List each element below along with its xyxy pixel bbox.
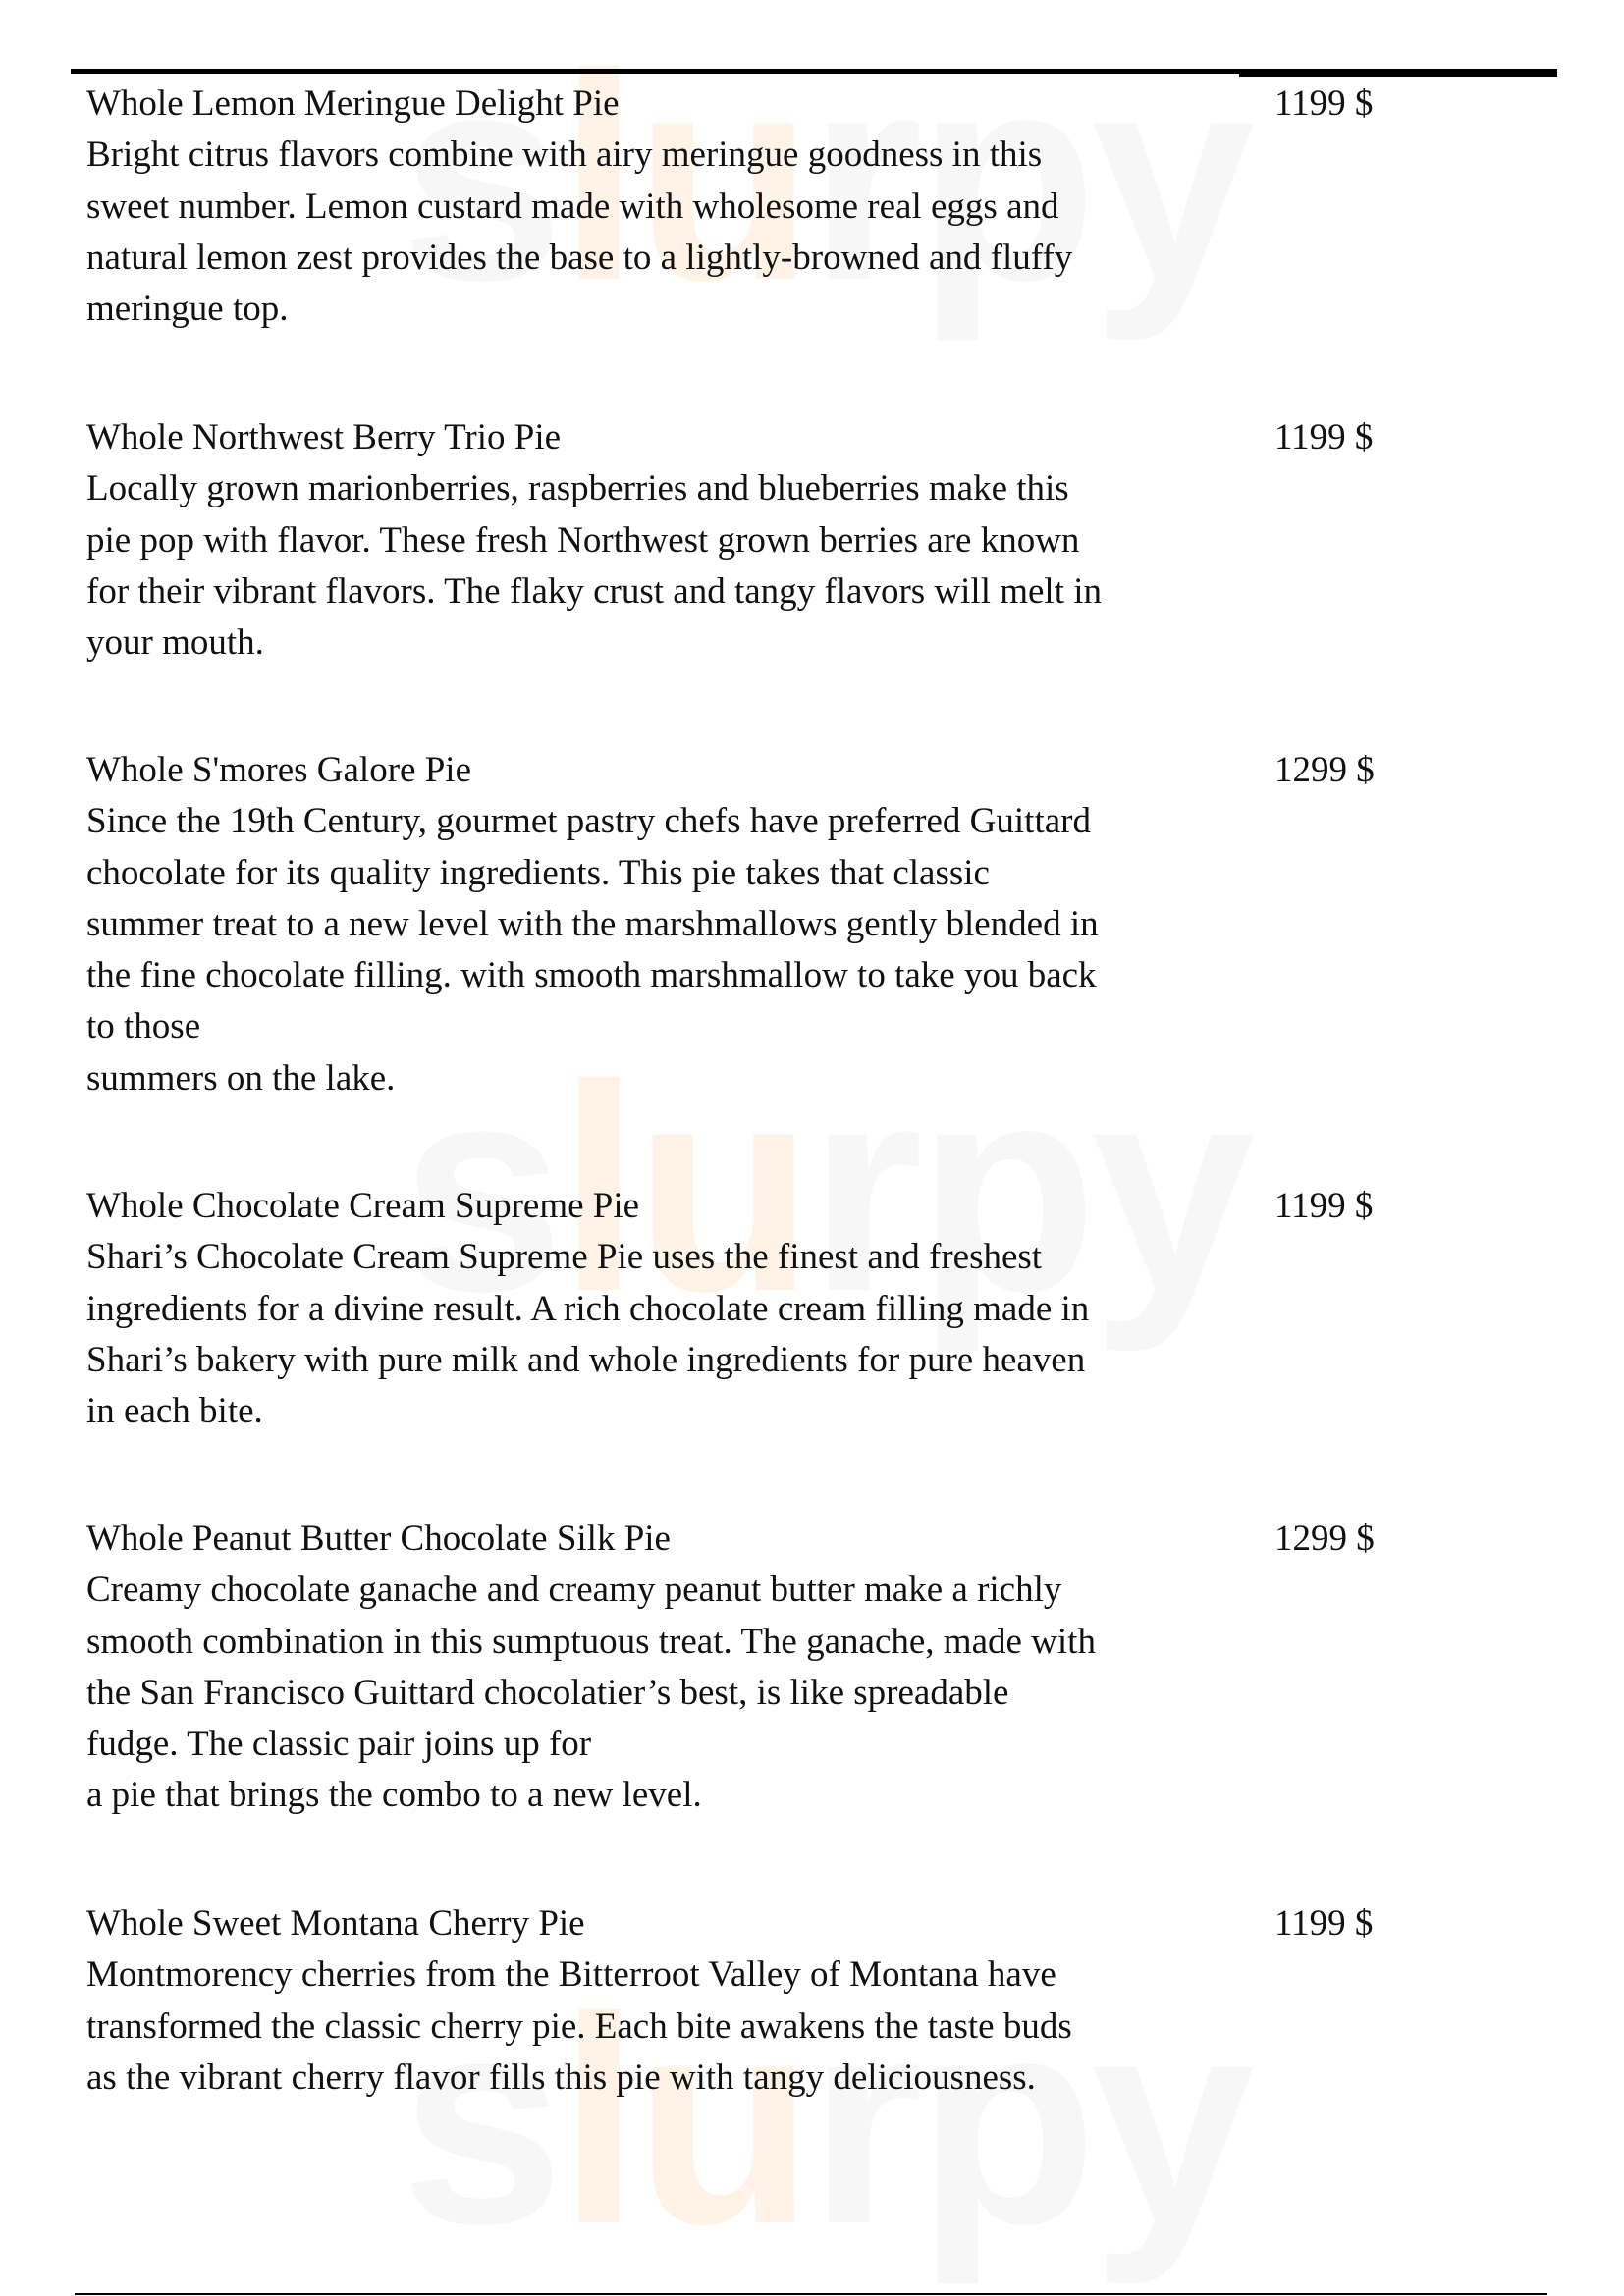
menu-item-price: 1299 $ — [1274, 1519, 1375, 1559]
menu-item-price: 1199 $ — [1274, 417, 1374, 457]
menu-item-description: Shari’s Chocolate Cream Supreme Pie uses the finest and freshest ingredients for a divine result. A rich chocolate cream filling made in Shari’s bakery with pure milk and whole ingredients for pure heaven in each bite. — [86, 1237, 1090, 1432]
menu-item-price: 1299 $ — [1274, 750, 1375, 790]
menu-item — [86, 745, 1375, 1104]
menu-item-description: Since the 19th Century, gourmet pastry chefs have preferred Guittard chocolate for its quality ingredients. This pie takes that classic summer treat to a new level with the marshmallows gently blended in the fine chocolate filling. with smooth marshmallow to take you back to those summers on the lake. — [86, 801, 1099, 1098]
menu-item-name: Whole S'mores Galore Pie — [86, 750, 471, 790]
menu-item-text — [86, 1514, 1245, 1822]
menu-item-description: Locally grown marionberries, raspberries and blueberries make this pie pop with flavor. These fresh Northwest grown berries are known for their vibrant flavors. The flaky crust and tangy flavors will melt in your mouth. — [86, 468, 1103, 664]
menu-item-text — [86, 1898, 1245, 2104]
menu-item-price: 1199 $ — [1274, 1186, 1374, 1226]
menu-item — [86, 1898, 1374, 2104]
menu-item-name: Whole Peanut Butter Chocolate Silk Pie — [86, 1519, 671, 1559]
menu-item-name: Whole Northwest Berry Trio Pie — [86, 417, 562, 457]
menu-item-name: Whole Lemon Meringue Delight Pie — [86, 83, 620, 124]
menu-item-description: Montmorency cherries from the Bitterroot Valley of Montana have transformed the classic cherry pie. Each bite awakens the taste buds as the vibrant cherry flavor fills this pie with tangy deliciousness. — [86, 1954, 1072, 2098]
watermark-logo: slurpy — [400, 1955, 1250, 2285]
menu-item — [86, 1514, 1375, 1822]
top-rule-price-column — [1239, 69, 1557, 77]
watermark-logo: slurpy — [400, 1023, 1250, 1353]
menu-item-text — [86, 1181, 1245, 1437]
watermark-logo: slurpy — [400, 12, 1250, 342]
menu-item-price: 1199 $ — [1274, 83, 1374, 124]
menu-item-description: Creamy chocolate ganache and creamy peanut butter make a richly smooth combination in this sumptuous treat. The ganache, made with the San Francisco Guittard chocolatier’s best, is like spreadable fudge. The classic pair joins up for a pie that brings the combo to a new level. — [86, 1570, 1096, 1816]
menu-item — [86, 1181, 1374, 1437]
menu-item-name: Whole Sweet Montana Cherry Pie — [86, 1903, 585, 1944]
menu-item-name: Whole Chocolate Cream Supreme Pie — [86, 1186, 640, 1226]
menu-item-text — [86, 745, 1245, 1104]
menu-item-text — [86, 412, 1245, 668]
menu-item-text — [86, 79, 1245, 335]
menu-item — [86, 79, 1374, 335]
menu-item-price: 1199 $ — [1274, 1903, 1374, 1944]
menu-item — [86, 412, 1374, 668]
menu-item-description: Bright citrus flavors combine with airy meringue goodness in this sweet number. Lemon custard made with wholesome real eggs and natural lemon zest provides the base to a lightly-browned and fluffy meringue top. — [86, 134, 1073, 330]
bottom-rule — [75, 2293, 1547, 2295]
